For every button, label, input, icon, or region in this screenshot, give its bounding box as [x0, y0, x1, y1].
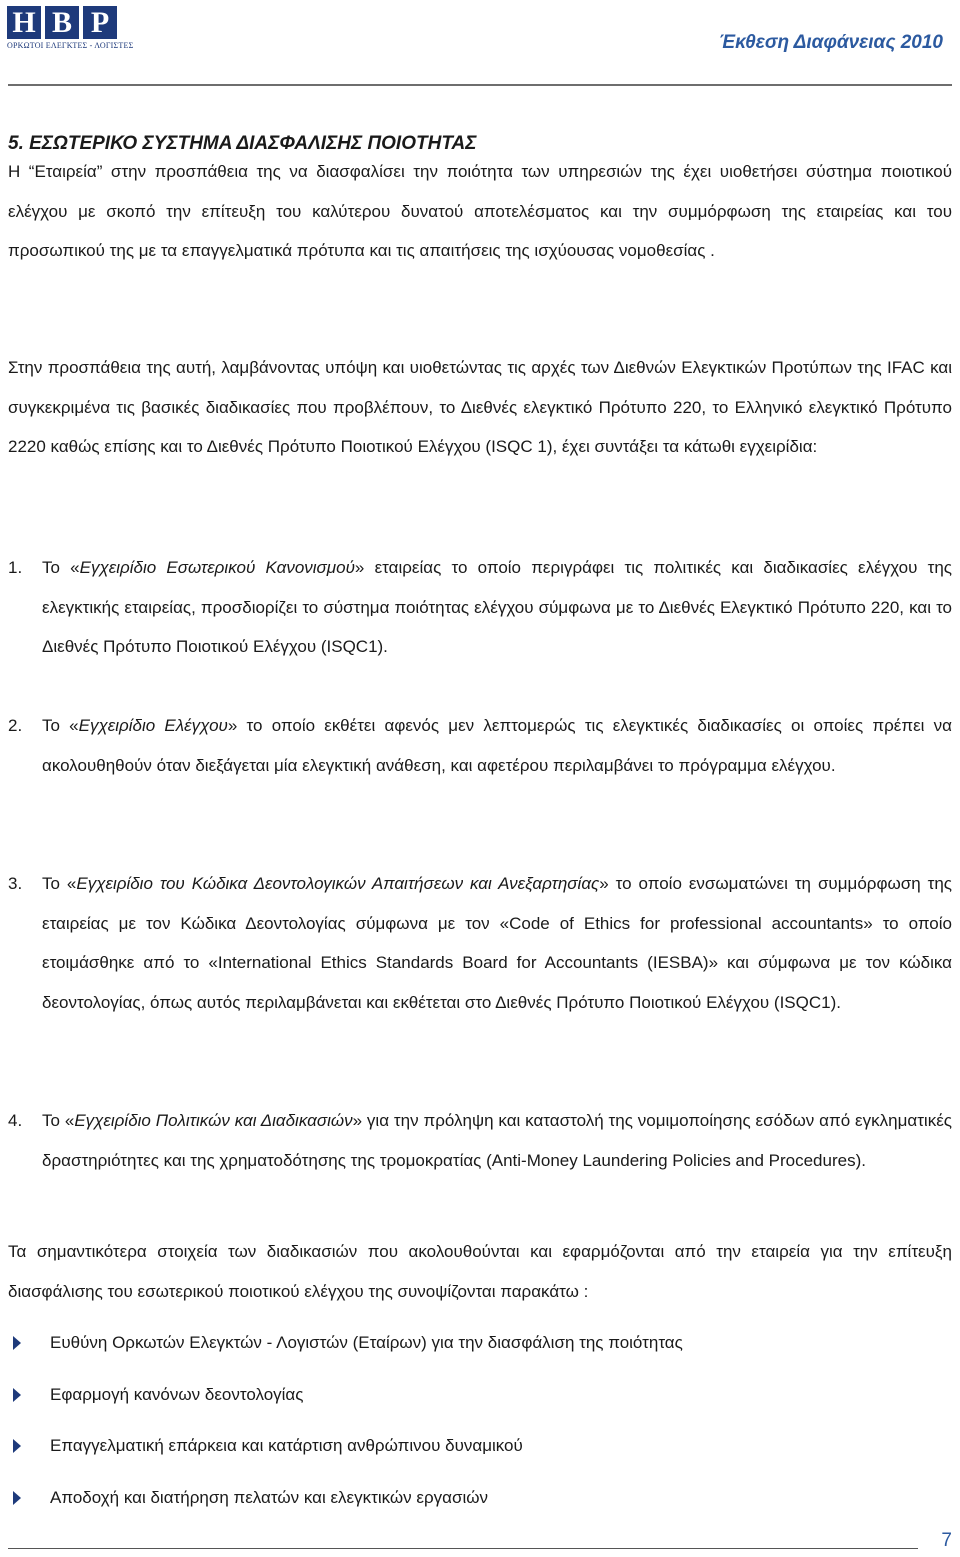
- item-prefix: Το «: [42, 874, 77, 893]
- item-number: 4.: [8, 1111, 23, 1130]
- item-number: 2.: [8, 716, 23, 735]
- company-logo: [7, 6, 134, 52]
- item-text: [42, 1101, 952, 1180]
- item-description: » το οποίο εκθέτει αφενός μεν λεπτομερώς τις ελεγκτικές διαδικασίες οι οποίες πρέπει να ακολουθηθούν όταν διεξάγεται μία ελεγκτική ανάθεση, και αφετέρου περιλαμβάνει το πρόγραμμα ελέγχου.: [42, 716, 953, 775]
- standards-paragraph: Στην προσπάθεια της αυτή, λαμβάνοντας υπόψη και υιοθετώντας τις αρχές των Διεθνών Ελεγκτικών Προτύπων της IFAC και συγκεκριμένα τις βασικές διαδικασίες που προβλέπουν, το Διεθνές ελεγκτικό Πρότυπο 220, το Ελληνικό ελεγκτικό Πρότυπο 2220 καθώς επίσης και το Διεθνές Πρότυπο Ποιοτικού Ελέγχου (ISQC 1), έχει συντάξει τα κάτωθι εγχειρίδια:: [8, 358, 952, 456]
- list-item: [8, 1426, 952, 1478]
- logo-letter-p: P: [83, 6, 117, 39]
- triangle-bullet-icon: [13, 1388, 21, 1402]
- intro-paragraph: Η “Εταιρεία” στην προσπάθεια της να διασφαλίσει την ποιότητα των υπηρεσιών της έχει υιοθετήσει σύστημα ποιοτικού ελέγχου με σκοπό την επίτευξη του καλύτερου δυνατού αποτελέσματος και την συμμόρφωση της εταιρείας και του προσωπικού της με τα επαγγελματικά πρότυπα και τις απαιτήσεις της ισχύουσας νομοθεσίας .: [8, 162, 952, 260]
- item-description: » για την πρόληψη και καταστολή της νομιμοποίησης εσόδων από εγκληματικές δραστηριότητες και της χρηματοδότησης της τρομοκρατίας (Anti-Money Laundering Policies and Procedures).: [42, 1111, 952, 1170]
- triangle-bullet-icon: [13, 1491, 21, 1505]
- list-item-text: Ευθύνη Ορκωτών Ελεγκτών - Λογιστών (Εταίρων) για την διασφάλιση της ποιότητας: [50, 1333, 683, 1352]
- manual-item-1: [8, 548, 952, 667]
- section-title: 5. ΕΣΩΤΕΡΙΚΟ ΣΥΣΤΗΜΑ ΔΙΑΣΦΑΛΙΣΗΣ ΠΟΙΟΤΗΤΑΣ: [8, 133, 477, 154]
- triangle-bullet-icon: [13, 1439, 21, 1453]
- triangle-bullet-icon: [13, 1336, 21, 1350]
- summary-paragraph: Τα σημαντικότερα στοιχεία των διαδικασιών που ακολουθούνται και εφαρμόζονται από την εταιρεία για την επίτευξη διασφάλισης του εσωτερικού ποιοτικού ελέγχου της συνοψίζονται παρακάτω :: [8, 1242, 952, 1301]
- list-item: [8, 1478, 952, 1530]
- report-title: Έκθεση Διαφάνειας 2010: [718, 32, 943, 53]
- item-description: » το οποίο ενσωματώνει τη συμμόρφωση της εταιρείας με τον Κώδικα Δεοντολογίας σύμφωνα με τον «Code of Ethics for professional accountants» το οποίο ετοιμάσθηκε από το «International Ethics Standards Board for Accountants (IESBA)» και σύμφωνα με τον κώδικα δεοντολογίας, όπως αυτός περιλαμβάνεται και εκθέτεται στο Διεθνές Πρότυπο Ποιοτικού Ελέγχου (ISQC1).: [42, 874, 952, 1012]
- logo-letter-h: H: [7, 6, 41, 39]
- list-item: [8, 1323, 952, 1375]
- manual-item-2: [8, 706, 952, 785]
- list-item: [8, 1375, 952, 1427]
- item-text: [42, 706, 952, 785]
- manual-name: Εγχειρίδιο Εσωτερικού Κανονισμού: [79, 558, 355, 577]
- logo-letter-b: B: [45, 6, 79, 39]
- item-prefix: Το «: [42, 558, 80, 577]
- footer-divider: [8, 1548, 918, 1549]
- logo-subtitle: ΟΡΚΩΤΟΙ ΕΛΕΓΚΤΕΣ - ΛΟΓΙΣΤΕΣ: [7, 41, 134, 50]
- quality-elements-list: [8, 1323, 952, 1529]
- list-item-text: Αποδοχή και διατήρηση πελατών και ελεγκτικών εργασιών: [50, 1487, 489, 1507]
- item-prefix: Το «: [42, 716, 79, 735]
- logo-letters: [7, 6, 119, 39]
- header-divider: [8, 84, 952, 86]
- page-number: 7: [941, 1530, 952, 1551]
- manual-item-3: [8, 864, 952, 1022]
- manual-item-4: [8, 1101, 952, 1180]
- item-number: 3.: [8, 874, 23, 893]
- list-item-text: Επαγγελματική επάρκεια και κατάρτιση ανθρώπινου δυναμικού: [50, 1436, 523, 1455]
- list-item-text: Εφαρμογή κανόνων δεοντολογίας: [50, 1384, 304, 1404]
- item-number: 1.: [8, 558, 23, 577]
- manual-name: Εγχειρίδιο Ελέγχου: [78, 716, 228, 735]
- item-text: [42, 864, 952, 1022]
- manual-name: Εγχειρίδιο Πολιτικών και Διαδικασιών: [74, 1111, 353, 1130]
- item-description: » εταιρείας το οποίο περιγράφει τις πολιτικές και διαδικασίες ελέγχου της ελεγκτικής εταιρείας, προσδιορίζει το σύστημα ποιότητας ελέγχου σύμφωνα με το Διεθνές Ελεγκτικό Πρότυπο 220, και το Διεθνές Πρότυπο Ποιοτικού Ελέγχου (ISQC1).: [42, 558, 952, 656]
- manual-name: Εγχειρίδιο του Κώδικα Δεοντολογικών Απαιτήσεων και Ανεξαρτησίας: [76, 874, 600, 893]
- item-prefix: Το «: [42, 1111, 75, 1130]
- item-text: [42, 548, 952, 667]
